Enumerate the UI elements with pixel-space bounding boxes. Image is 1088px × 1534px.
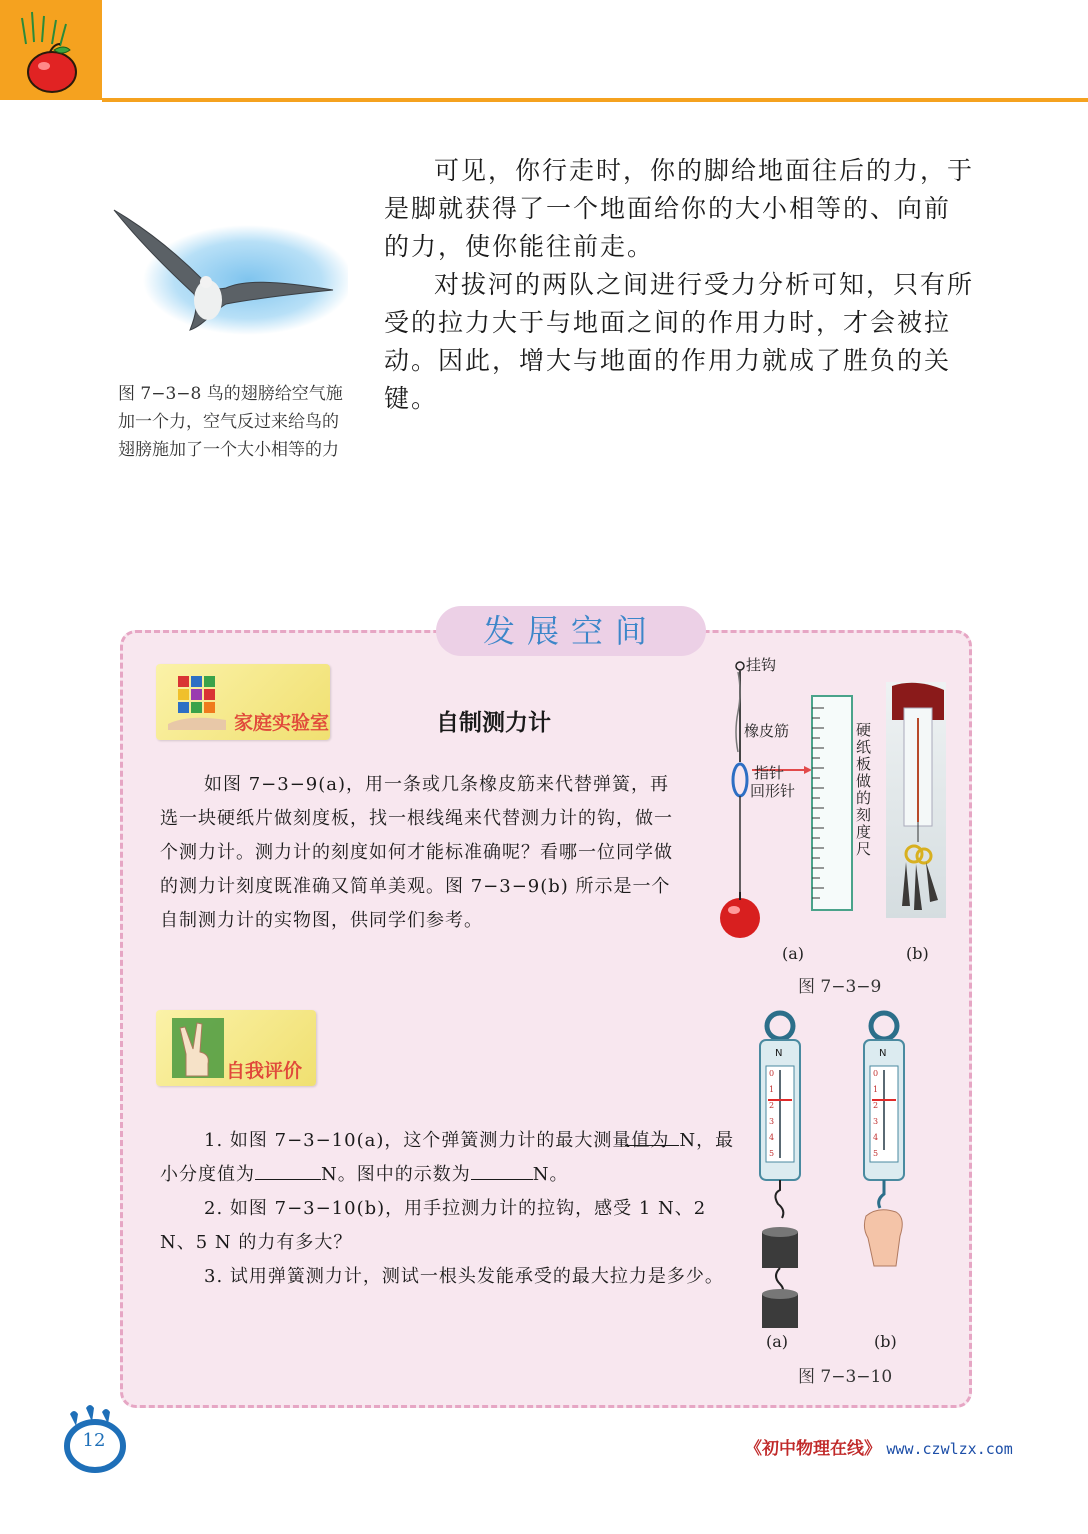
experiment-paragraph: 如图 7−3−9(a)，用一条或几条橡皮筋来代替弹簧，再选一块硬纸片做刻度板，找一根线绳来代替测力计的钩，做一个测力计。测力计的刻度如何才能标准确呢？看哪一位同学做的测力计刻度既准确又简单美观。图 7−3−9(b) 所示是一个自制测力计的实物图，供同学们参考。 [160, 774, 673, 931]
header-corner-block [0, 0, 102, 100]
question-1-part-a: 1. 如图 7−3−10(a)，这个弹簧测力计的最大测量值为 [204, 1130, 670, 1151]
home-lab-badge-label: 家庭实验室 [234, 712, 330, 734]
main-paragraph-2: 对拔河的两队之间进行受力分析可知，只有所受的拉力大于与地面之间的作用力时，才会被拉动。因此，增大与地面的作用力就成了胜负的关键。 [384, 270, 975, 413]
tick: 2 [769, 1101, 775, 1110]
tick: 1 [769, 1085, 775, 1094]
self-evaluation-badge-label: 自我评价 [226, 1060, 303, 1082]
figure-7-3-9a-label: (a) [782, 944, 805, 963]
tick: 5 [769, 1149, 775, 1158]
rubber-band-label: 橡皮筋 [744, 722, 790, 740]
figure-7-3-10b-label: (b) [874, 1332, 897, 1351]
figure-7-3-10-caption: 图 7−3−10 [798, 1367, 893, 1387]
experiment-text [160, 768, 684, 938]
question-1-part-d: N。 [532, 1164, 569, 1185]
scale-b-ticks [873, 1066, 883, 1162]
question-1 [160, 1124, 736, 1192]
victory-hand-icon [172, 1018, 224, 1078]
answer-blank-division[interactable] [255, 1159, 321, 1180]
tick: 4 [873, 1133, 879, 1142]
tick: 3 [769, 1117, 775, 1126]
main-text [384, 152, 974, 418]
figure-7-3-9b-photo [886, 682, 946, 918]
figure-7-3-8-caption: 图 7−3−8 鸟的翅膀给空气施加一个力，空气反过来给鸟的翅膀施加了一个大小相等的力 [118, 384, 343, 460]
main-paragraph-1: 可见，你行走时，你的脚给地面往后的力，于是脚就获得了一个地面给你的大小相等的、向前的力，使你能往前走。 [384, 156, 975, 261]
scale-b-unit: N [879, 1048, 887, 1059]
answer-blank-max-value[interactable] [625, 1125, 679, 1146]
tick: 3 [873, 1117, 879, 1126]
tick: 2 [873, 1101, 879, 1110]
answer-blank-reading[interactable] [471, 1159, 533, 1180]
footer-site-title[interactable]: 《初中物理在线》 [745, 1439, 881, 1459]
scale-a-ticks [769, 1066, 779, 1162]
scale-a-unit: N [775, 1048, 783, 1059]
footer-site[interactable] [745, 1434, 1013, 1459]
footer-site-url[interactable]: www.czwlzx.com [886, 1440, 1013, 1458]
hook-label: 挂钩 [746, 656, 777, 674]
question-2: 2. 如图 7−3−10(b)，用手拉测力计的拉钩，感受 1 N、2 N、5 N 的力有多大？ [160, 1198, 707, 1253]
paper-clip-label: 回形针 [750, 782, 796, 800]
figure-7-3-9a [712, 652, 882, 952]
figure-7-3-9b-label: (b) [906, 944, 929, 963]
experiment-title: 自制测力计 [436, 710, 551, 736]
question-1-part-c: N。图中的示数为 [321, 1164, 471, 1185]
bird-illustration [108, 200, 348, 340]
figure-7-3-10a [754, 1010, 814, 1330]
panel-title: 发展空间 [482, 612, 659, 650]
tick: 0 [873, 1069, 879, 1078]
apple-icon [0, 0, 102, 100]
question-3: 3. 试用弹簧测力计，测试一根头发能承受的最大拉力是多少。 [204, 1266, 724, 1287]
home-lab-badge [156, 664, 330, 740]
page-number: 12 [82, 1430, 106, 1451]
self-evaluation-questions [160, 1124, 736, 1294]
tick: 0 [769, 1069, 775, 1078]
color-grid-icon [168, 674, 228, 732]
scale-label: 硬纸板做的刻度尺 [856, 721, 872, 858]
tick: 5 [873, 1149, 879, 1158]
tick: 4 [769, 1133, 775, 1142]
figure-7-3-10a-label: (a) [766, 1332, 789, 1351]
header-divider [102, 98, 1088, 102]
figure-7-3-9-caption: 图 7−3−9 [798, 977, 882, 997]
tick: 1 [873, 1085, 879, 1094]
figure-7-3-10b [856, 1010, 916, 1280]
question-1-part-b: N，最小分度值为 [160, 1130, 735, 1185]
pointer-label: 指针 [754, 764, 785, 782]
self-evaluation-badge [156, 1010, 316, 1086]
